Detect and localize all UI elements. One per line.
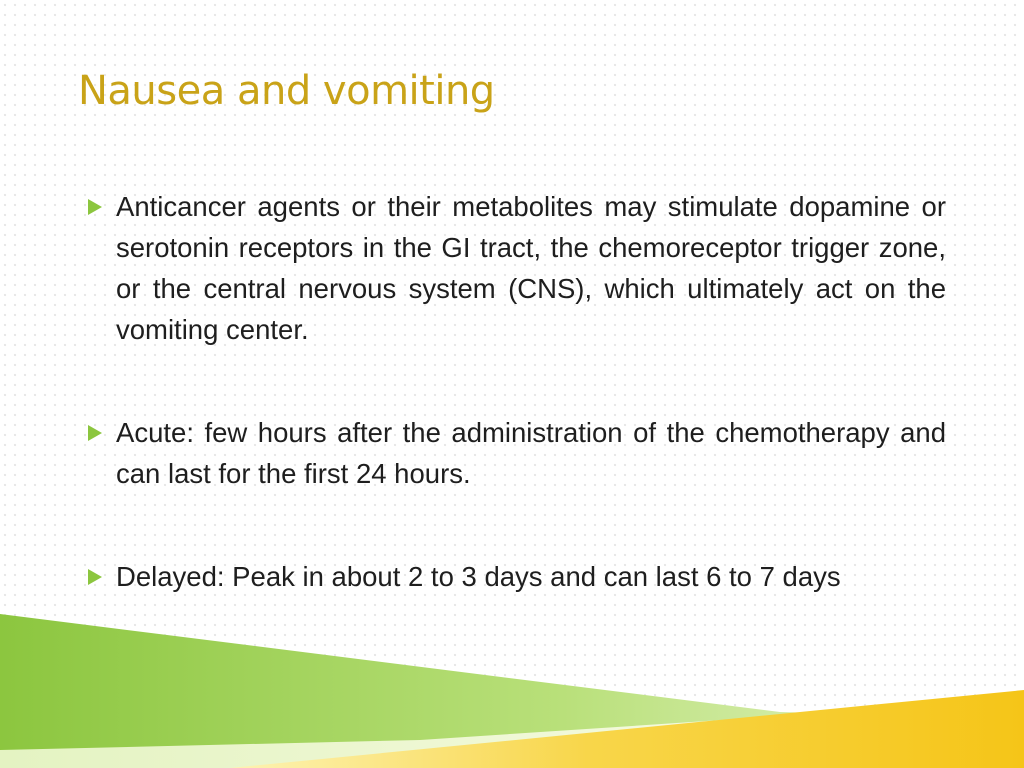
triangle-bullet-icon	[88, 412, 116, 453]
triangle-bullet-icon	[88, 556, 116, 597]
bullet-item	[88, 186, 946, 350]
triangle-bullet-icon	[88, 186, 116, 227]
bullet-item	[88, 412, 946, 494]
slide-title: Nausea and vomiting	[78, 68, 495, 114]
bullet-text: Delayed: Peak in about 2 to 3 days and can last 6 to 7 days	[116, 561, 841, 592]
decorative-swoosh	[0, 600, 1024, 768]
bullet-text: Anticancer agents or their metabolites may stimulate dopamine or serotonin receptors in the GI tract, the chemoreceptor trigger zone, or the central nervous system (CNS), which ultimately act on the vomiting center.	[116, 191, 946, 345]
bullet-item	[88, 556, 946, 597]
bullet-list	[88, 186, 946, 597]
bullet-text: Acute: few hours after the administration of the chemotherapy and can last for the first 24 hours.	[116, 417, 946, 489]
